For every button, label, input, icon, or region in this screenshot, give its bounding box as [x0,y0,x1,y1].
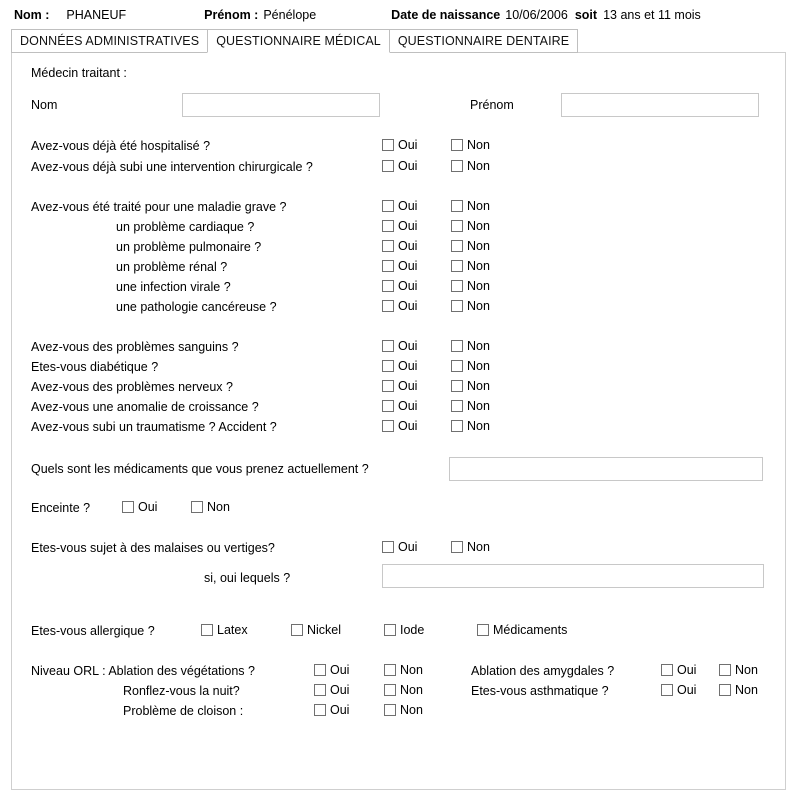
checkbox-icon [451,400,463,412]
sanguins-non-checkbox[interactable] [451,339,490,353]
asthmatique-oui-checkbox[interactable] [661,683,696,697]
si-oui-lequels-input[interactable] [382,564,764,588]
checkbox-label: Oui [398,359,418,373]
checkbox-label: Oui [330,703,350,717]
checkbox-label: Non [400,683,423,697]
patient-header-bar [0,0,796,29]
checkbox-label: Oui [330,683,350,697]
checkbox-label: Non [400,663,423,677]
cardiaque-oui-checkbox[interactable] [382,219,417,233]
checkbox-label: Non [467,419,490,433]
questionnaire-panel [11,52,786,790]
question-cancereuse-label: une pathologie cancéreuse ? [116,300,277,314]
maladie-grave-oui-checkbox[interactable] [382,199,417,213]
checkbox-icon [384,624,396,636]
hospitalise-oui-checkbox[interactable] [382,138,417,152]
question-cloison-label: Problème de cloison : [123,704,244,718]
cancereuse-oui-checkbox[interactable] [382,299,417,313]
checkbox-label: Médicaments [493,623,568,637]
checkbox-label: Iode [400,623,425,637]
question-hospitalise-label: Avez-vous déjà été hospitalisé ? [31,139,211,153]
amygdales-oui-checkbox[interactable] [661,663,696,677]
checkbox-label: Non [467,540,490,554]
checkbox-label: Oui [398,540,418,554]
virale-non-checkbox[interactable] [451,279,490,293]
tab-label: DONNÉES ADMINISTRATIVES [20,34,200,48]
checkbox-icon [477,624,489,636]
checkbox-label: Oui [330,663,350,677]
checkbox-label: Non [735,683,758,697]
tab-bar [11,29,577,53]
question-virale-label: une infection virale ? [116,280,231,294]
checkbox-label: Oui [398,239,418,253]
question-maladie-grave-label: Avez-vous été traité pour une maladie grave ? [31,200,287,214]
doctor-nom-label: Nom [31,98,58,112]
patient-soit-label: soit [574,7,598,22]
checkbox-label: Oui [398,159,418,173]
question-chirurgicale-label: Avez-vous déjà subi une intervention chirurgicale ? [31,160,313,174]
question-ronflez-label: Ronflez-vous la nuit? [123,684,240,698]
doctor-prenom-label: Prénom [470,98,514,112]
checkbox-label: Oui [398,399,418,413]
checkbox-icon [661,684,673,696]
checkbox-icon [382,139,394,151]
checkbox-icon [382,260,394,272]
checkbox-icon [382,420,394,432]
traumatisme-oui-checkbox[interactable] [382,419,417,433]
maladie-grave-non-checkbox[interactable] [451,199,490,213]
hospitalise-non-checkbox[interactable] [451,138,490,152]
checkbox-icon [451,541,463,553]
vegetations-oui-checkbox[interactable] [314,663,349,677]
checkbox-label: Non [467,219,490,233]
checkbox-icon [451,420,463,432]
checkbox-label: Oui [398,138,418,152]
sanguins-oui-checkbox[interactable] [382,339,417,353]
patient-nom-label: Nom : [14,7,50,22]
patient-prenom-label: Prénom : [204,7,259,22]
question-malaises-label: Etes-vous sujet à des malaises ou vertiges? [31,541,275,555]
checkbox-icon [382,160,394,172]
checkbox-label: Non [467,359,490,373]
checkbox-label: Oui [398,219,418,233]
diabetique-non-checkbox[interactable] [451,359,490,373]
checkbox-icon [719,664,731,676]
allergy-iode-checkbox[interactable] [384,623,424,637]
checkbox-icon [451,160,463,172]
malaises-non-checkbox[interactable] [451,540,490,554]
checkbox-label: Latex [217,623,248,637]
checkbox-label: Non [467,138,490,152]
chirurgicale-non-checkbox[interactable] [451,159,490,173]
question-pulmonaire-label: un problème pulmonaire ? [116,240,262,254]
checkbox-icon [382,400,394,412]
nerveux-oui-checkbox[interactable] [382,379,417,393]
ronflez-non-checkbox[interactable] [384,683,423,697]
checkbox-icon [451,280,463,292]
question-traumatisme-label: Avez-vous subi un traumatisme ? Accident ? [31,420,277,434]
allergy-medicaments-checkbox[interactable] [477,623,567,637]
checkbox-icon [451,220,463,232]
checkbox-label: Non [467,239,490,253]
diabetique-oui-checkbox[interactable] [382,359,417,373]
checkbox-icon [451,240,463,252]
question-allergique-label: Etes-vous allergique ? [31,624,155,638]
doctor-nom-input[interactable] [182,93,380,117]
asthmatique-non-checkbox[interactable] [719,683,758,697]
question-orl-vegetations-label: Niveau ORL : Ablation des végétations ? [31,664,255,678]
traumatisme-non-checkbox[interactable] [451,419,490,433]
checkbox-label: Non [467,399,490,413]
checkbox-icon [382,240,394,252]
renal-non-checkbox[interactable] [451,259,490,273]
checkbox-label: Non [207,500,230,514]
checkbox-label: Oui [398,379,418,393]
checkbox-icon [382,300,394,312]
checkbox-icon [191,501,203,513]
checkbox-icon [451,260,463,272]
question-diabetique-label: Etes-vous diabétique ? [31,360,159,374]
patient-nom-value: PHANEUF [66,7,127,22]
checkbox-label: Non [735,663,758,677]
patient-dob-label: Date de naissance [391,7,501,22]
checkbox-label: Oui [138,500,158,514]
tab-questionnaire-medical[interactable] [207,29,390,53]
tab-donnees-administratives[interactable] [11,29,208,53]
checkbox-label: Non [467,379,490,393]
checkbox-label: Oui [398,299,418,313]
checkbox-icon [451,360,463,372]
checkbox-icon [451,340,463,352]
checkbox-icon [382,380,394,392]
checkbox-icon [451,139,463,151]
checkbox-label: Oui [398,419,418,433]
checkbox-icon [201,624,213,636]
checkbox-label: Nickel [307,623,342,637]
patient-age-value: 13 ans et 11 mois [603,7,701,22]
ronflez-oui-checkbox[interactable] [314,683,349,697]
vegetations-non-checkbox[interactable] [384,663,423,677]
question-medicaments-label: Quels sont les médicaments que vous prenez actuellement ? [31,462,369,476]
question-si-oui-lequels-label: si, oui lequels ? [204,571,291,585]
croissance-non-checkbox[interactable] [451,399,490,413]
virale-oui-checkbox[interactable] [382,279,417,293]
checkbox-label: Non [467,259,490,273]
pulmonaire-oui-checkbox[interactable] [382,239,417,253]
question-asthmatique-label: Etes-vous asthmatique ? [471,684,609,698]
checkbox-icon [382,200,394,212]
enceinte-non-checkbox[interactable] [191,500,230,514]
checkbox-icon [314,664,326,676]
checkbox-icon [661,664,673,676]
tab-questionnaire-dentaire[interactable] [389,29,578,53]
question-nerveux-label: Avez-vous des problèmes nerveux ? [31,380,233,394]
checkbox-icon [384,664,396,676]
checkbox-icon [384,684,396,696]
checkbox-label: Oui [677,683,697,697]
checkbox-label: Non [467,279,490,293]
doctor-prenom-input[interactable] [561,93,759,117]
question-croissance-label: Avez-vous une anomalie de croissance ? [31,400,259,414]
enceinte-oui-checkbox[interactable] [122,500,157,514]
checkbox-icon [382,340,394,352]
checkbox-label: Oui [398,199,418,213]
cloison-non-checkbox[interactable] [384,703,423,717]
checkbox-icon [382,220,394,232]
pulmonaire-non-checkbox[interactable] [451,239,490,253]
checkbox-icon [382,280,394,292]
checkbox-label: Oui [398,279,418,293]
checkbox-label: Oui [398,339,418,353]
checkbox-icon [122,501,134,513]
malaises-oui-checkbox[interactable] [382,540,417,554]
tab-label: QUESTIONNAIRE MÉDICAL [216,34,381,48]
checkbox-icon [291,624,303,636]
chirurgicale-oui-checkbox[interactable] [382,159,417,173]
patient-dob-value: 10/06/2006 [505,7,568,22]
allergy-nickel-checkbox[interactable] [291,623,341,637]
croissance-oui-checkbox[interactable] [382,399,417,413]
checkbox-icon [719,684,731,696]
question-enceinte-label: Enceinte ? [31,501,91,515]
allergy-latex-checkbox[interactable] [201,623,248,637]
checkbox-icon [314,704,326,716]
cancereuse-non-checkbox[interactable] [451,299,490,313]
checkbox-label: Non [467,299,490,313]
nerveux-non-checkbox[interactable] [451,379,490,393]
checkbox-icon [451,380,463,392]
cardiaque-non-checkbox[interactable] [451,219,490,233]
cloison-oui-checkbox[interactable] [314,703,349,717]
amygdales-non-checkbox[interactable] [719,663,758,677]
medicaments-input[interactable] [449,457,763,481]
checkbox-label: Non [467,159,490,173]
doctor-section-title: Médecin traitant : [31,66,127,80]
renal-oui-checkbox[interactable] [382,259,417,273]
checkbox-icon [451,200,463,212]
checkbox-icon [314,684,326,696]
question-sanguins-label: Avez-vous des problèmes sanguins ? [31,340,239,354]
tab-label: QUESTIONNAIRE DENTAIRE [397,34,570,48]
patient-prenom-value: Pénélope [263,7,317,22]
checkbox-label: Non [467,199,490,213]
checkbox-label: Non [400,703,423,717]
question-amygdales-label: Ablation des amygdales ? [471,664,615,678]
checkbox-icon [451,300,463,312]
checkbox-label: Oui [677,663,697,677]
checkbox-icon [382,541,394,553]
question-cardiaque-label: un problème cardiaque ? [116,220,255,234]
checkbox-label: Oui [398,259,418,273]
checkbox-icon [382,360,394,372]
checkbox-label: Non [467,339,490,353]
checkbox-icon [384,704,396,716]
question-renal-label: un problème rénal ? [116,260,228,274]
